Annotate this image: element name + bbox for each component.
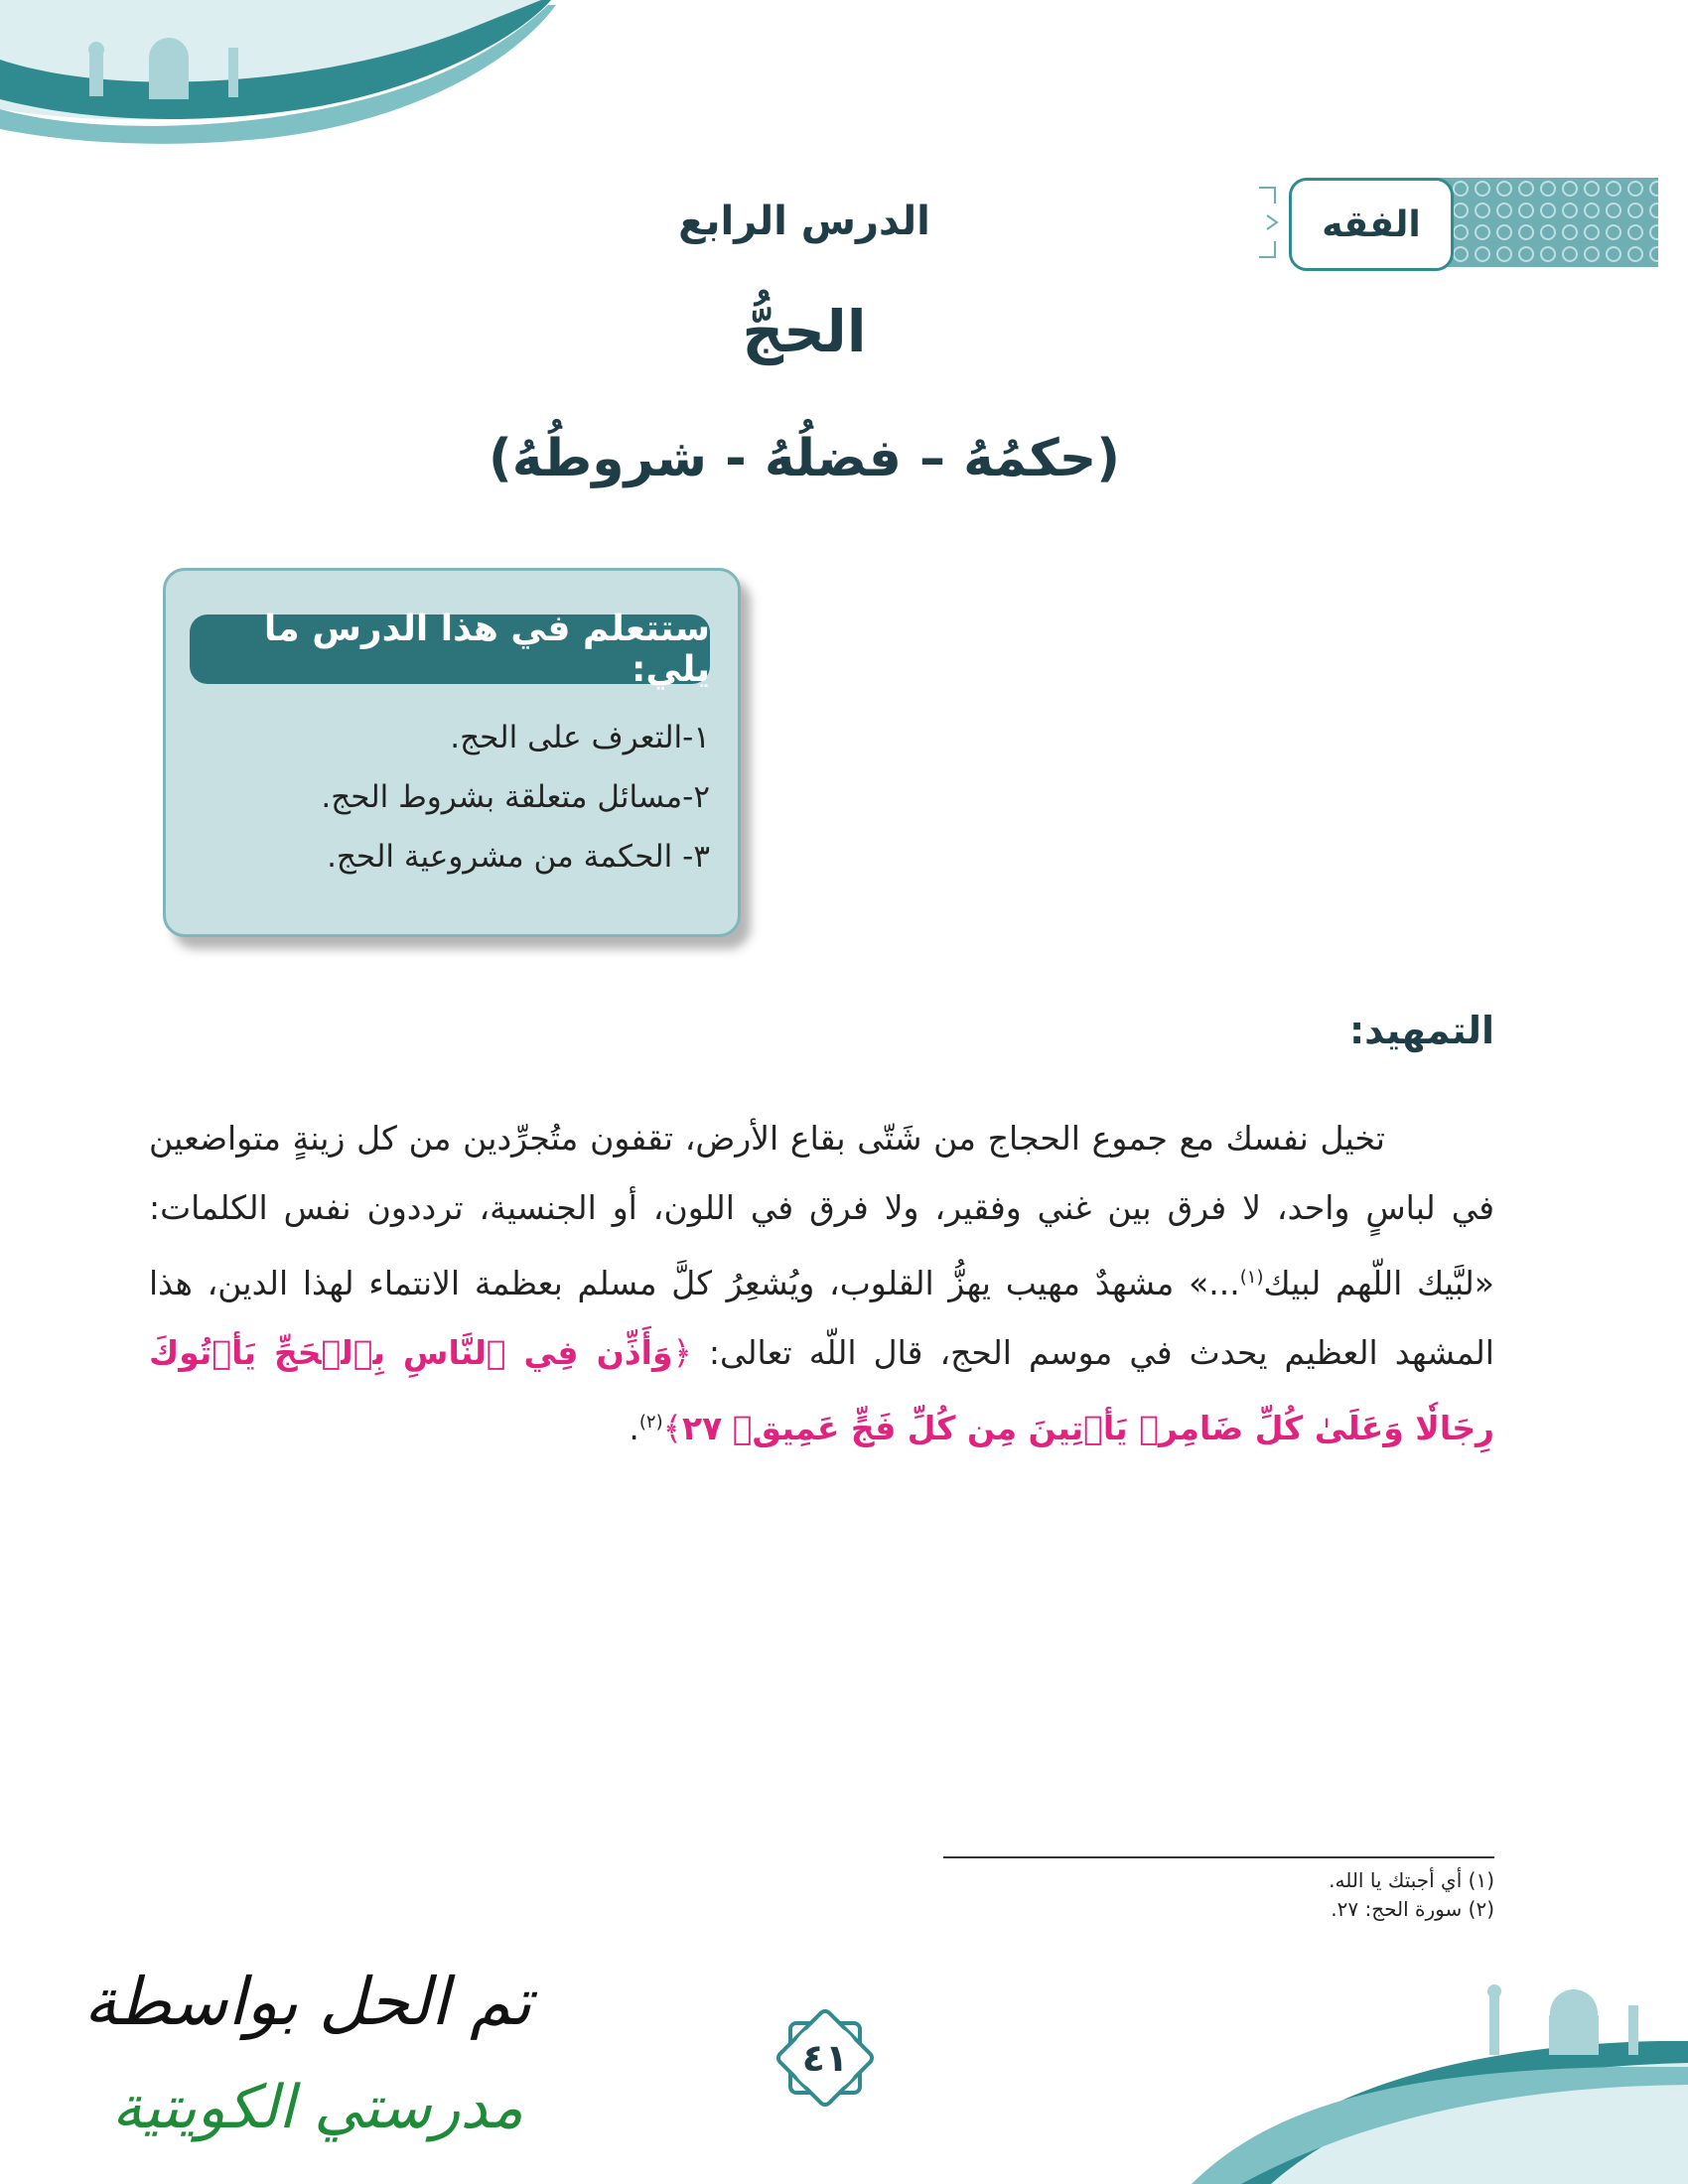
sentence-end: . xyxy=(629,1409,639,1447)
footnote-ref: (١) xyxy=(1239,1267,1264,1288)
intro-paragraph xyxy=(149,1104,1494,1463)
verse-open-bracket: ﴿ xyxy=(672,1333,692,1372)
footnote-item: (٢) سورة الحج: ٢٧. xyxy=(1331,1897,1494,1921)
quran-verse: وَأَذِّن فِي ٱلنَّاسِ بِٱلۡحَجِّ يَأۡتُوكَ رِجَالٗا وَعَلَىٰ كُلِّ ضَامِرٖ يَأۡتِينَ مِن كُلِّ فَجٍّ عَمِيقٖ xyxy=(149,1333,1494,1447)
lesson-number: الدرس الرابع xyxy=(678,199,930,244)
verse-close-bracket: ﴾ xyxy=(662,1409,682,1447)
verse-number: ٢٧ xyxy=(681,1409,723,1447)
lesson-subtitle: (حكمُهُ – فضلُهُ - شروطُهُ) xyxy=(488,429,1120,488)
footnotes xyxy=(943,1866,1494,1924)
objective-item: ٢-مسائل متعلقة بشروط الحج. xyxy=(321,779,710,815)
objective-item: ٣- الحكمة من مشروعية الحج. xyxy=(327,839,710,875)
corner-ornament-top xyxy=(0,0,556,149)
watermark-line-2: مدرستي الكويتية xyxy=(111,2073,524,2142)
intro-text-part-1: تخيل نفسك مع جموع الحجاج من شَتّى بقاع الأرض، تقفون متُجرِّدين من كل زينةٍ متواضعين في لباسٍ واحد، لا فرق بين غني وفقير، ولا فرق في اللون، أو الجنسية، ترددون نفس الكلمات: «لبَّيك اللّهم لبيك xyxy=(149,1119,1494,1302)
objectives-box xyxy=(163,568,741,937)
intro-heading: التمهيد: xyxy=(1348,1009,1494,1052)
footnote-item: (١) أي أجبتك يا الله. xyxy=(1329,1868,1494,1892)
objectives-heading: ستتعلم في هذا الدرس ما يلي: xyxy=(190,614,710,684)
lesson-title: الحجُّ xyxy=(742,298,867,365)
objective-item: ١-التعرف على الحج. xyxy=(450,720,710,755)
footnote-divider xyxy=(943,1856,1494,1858)
subject-badge: الفقه xyxy=(1289,178,1454,271)
footnote-ref: (٢) xyxy=(638,1412,663,1433)
objectives-list xyxy=(194,708,710,887)
intro-text-part-2: ...» مشهدٌ مهيب يهزُّ القلوب، ويُشعِرُ كلَّ مسلم بعظمة الانتماء لهذا الدين، هذا المشهد العظيم يحدث في موسم الحج، قال اللّه تعالى: xyxy=(149,1264,1494,1372)
corner-ornament-bottom xyxy=(1192,1976,1688,2184)
watermark-line-1: تم الحل بواسطة xyxy=(83,1964,532,2040)
page-number: ٤١ xyxy=(801,2036,849,2080)
